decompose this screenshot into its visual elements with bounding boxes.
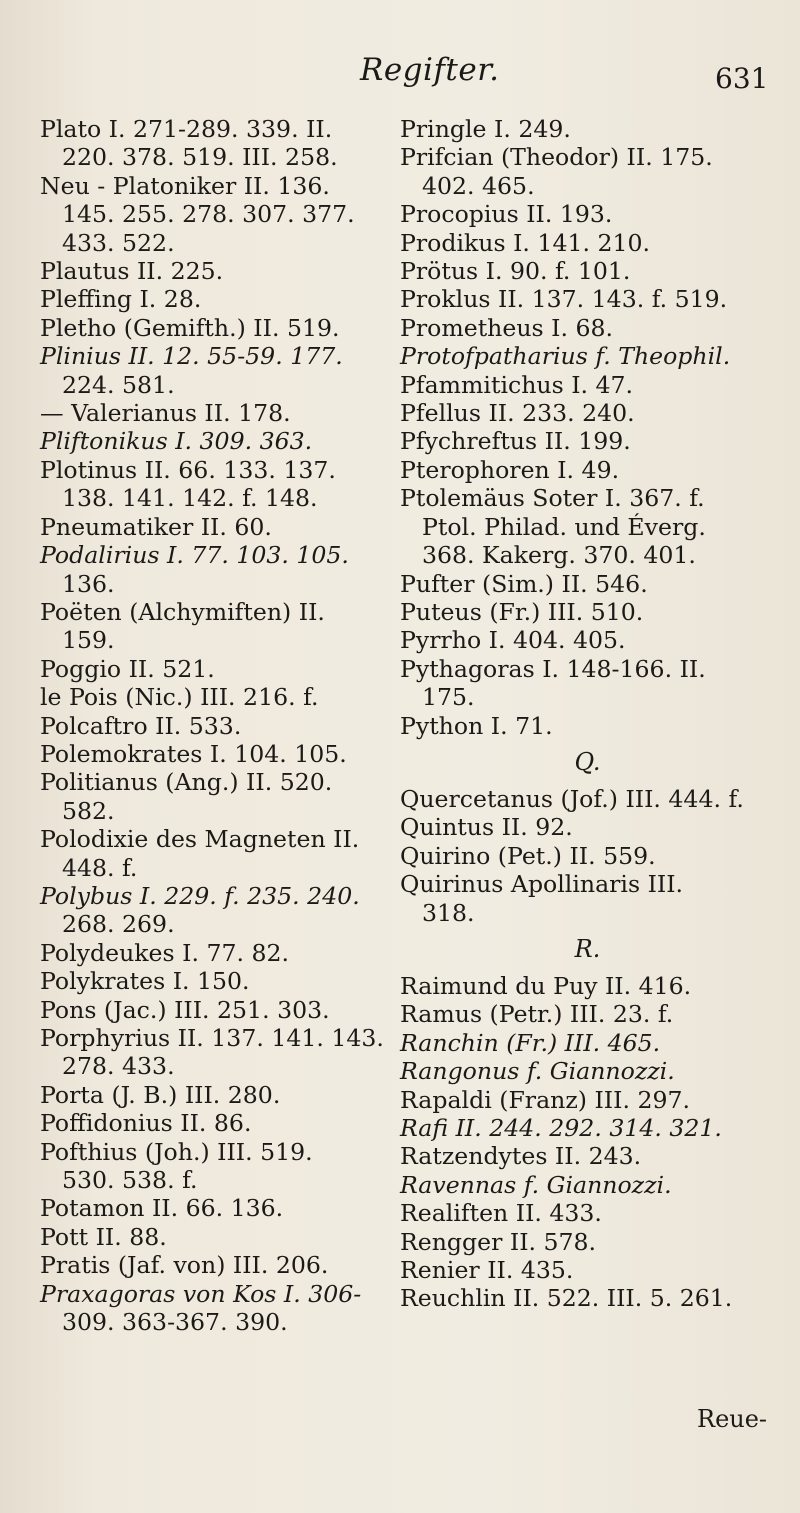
index-entry: Pfellus II. 233. 240. (400, 399, 635, 428)
index-entry: Ramus (Petr.) III. 23. f. (400, 1000, 674, 1029)
index-entry: Protofpatharius f. Theophil. (400, 342, 731, 371)
index-entry: Rafi II. 244. 292. 314. 321. (400, 1114, 722, 1142)
index-entry: le Pois (Nic.) III. 216. f. (40, 683, 319, 712)
index-entry: Politianus (Ang.) II. 520. (40, 768, 333, 797)
index-entry: 309. 363-367. 390. (62, 1308, 288, 1337)
index-entry: Polemokrates I. 104. 105. (40, 739, 347, 768)
index-column-right (400, 115, 775, 1313)
index-entry: Pratis (Jaf. von) III. 206. (40, 1251, 329, 1280)
index-entry: 159. (62, 626, 115, 655)
running-head: Regifter. (360, 52, 500, 88)
index-entry: 582. (62, 796, 115, 825)
index-entry: Ptol. Philad. und Éverg. (422, 512, 706, 541)
index-entry: 136. (62, 569, 115, 598)
index-entry: Raimund du Puy II. 416. (400, 971, 692, 1000)
index-entry: 318. (422, 898, 475, 927)
index-entry: Ranchin (Fr.) III. 465. (400, 1028, 661, 1057)
index-entry: 224. 581. (62, 370, 175, 399)
index-entry: Rengger II. 578. (400, 1227, 597, 1256)
index-entry: Prodikus I. 141. 210. (400, 228, 650, 257)
index-entry: Polybus I. 229. f. 235. 240. (40, 881, 360, 910)
index-entry: Polykrates I. 150. (40, 967, 250, 996)
index-entry: 402. 465. (422, 171, 535, 200)
index-entry: Pofthius (Joh.) III. 519. (40, 1137, 313, 1166)
index-entry: Quirinus Apollinaris III. (400, 870, 684, 899)
index-entry: Rangonus f. Giannozzi. (400, 1057, 675, 1086)
index-entry: Prötus I. 90. f. 101. (400, 257, 631, 286)
index-entry: Podalirius I. 77. 103. 105. (40, 541, 349, 570)
index-entry: Polydeukes I. 77. 82. (40, 938, 289, 967)
index-entry: Poffidonius II. 86. (40, 1109, 252, 1138)
index-entry: Proklus II. 137. 143. f. 519. (400, 285, 728, 314)
index-entry: Plinius II. 12. 55-59. 177. (40, 342, 343, 371)
index-entry: Prometheus I. 68. (400, 313, 613, 342)
index-entry: Polcaftro II. 533. (40, 711, 242, 740)
index-column-left (40, 115, 395, 1336)
index-entry: Prifcian (Theodor) II. 175. (400, 143, 713, 172)
index-entry: Reuchlin II. 522. III. 5. 261. (400, 1284, 733, 1313)
index-entry: Quintus II. 92. (400, 813, 573, 842)
index-entry: Quirino (Pet.) II. 559. (400, 841, 656, 870)
index-entry: Poëten (Alchymiften) II. (40, 597, 325, 626)
index-entry: Pliftonikus I. 309. 363. (40, 427, 313, 456)
index-entry: 448. f. (62, 853, 138, 882)
index-entry: Porphyrius II. 137. 141. 143. (40, 1024, 384, 1052)
page-number: 631 (715, 62, 769, 95)
catchword: Reue- (697, 1405, 768, 1433)
index-entry: Renier II. 435. (400, 1256, 574, 1285)
index-entry: Pufter (Sim.) II. 546. (400, 569, 648, 598)
index-entry: Pleffing I. 28. (40, 285, 202, 314)
section-letter-q: Q. (574, 747, 601, 776)
index-entry: Puteus (Fr.) III. 510. (400, 597, 644, 626)
index-entry: 433. 522. (62, 228, 175, 257)
index-entry: Plotinus II. 66. 133. 137. (40, 455, 336, 484)
index-entry: Pfychreftus II. 199. (400, 427, 631, 456)
index-entry: — Valerianus II. 178. (40, 399, 291, 428)
index-entry: Ptolemäus Soter I. 367. f. (400, 484, 705, 513)
index-entry: Ravennas f. Giannozzi. (400, 1170, 672, 1199)
index-entry: Pletho (Gemifth.) II. 519. (40, 313, 340, 342)
index-entry: Polodixie des Magneten II. (40, 825, 360, 854)
index-entry: Quercetanus (Jof.) III. 444. f. (400, 784, 744, 813)
index-entry: Pterophoren I. 49. (400, 455, 620, 484)
index-entry: Plautus II. 225. (40, 257, 224, 286)
index-entry: Poggio II. 521. (40, 654, 215, 683)
index-entry: Pott II. 88. (40, 1222, 167, 1251)
index-entry: Praxagoras von Kos I. 306- (40, 1279, 362, 1308)
index-entry: Plato I. 271-289. 339. II. (40, 115, 333, 143)
index-entry: 220. 378. 519. III. 258. (62, 143, 338, 172)
index-entry: 268. 269. (62, 910, 175, 939)
index-entry: Pringle I. 249. (400, 115, 571, 143)
index-entry: Ratzendytes II. 243. (400, 1142, 642, 1171)
index-entry: Pfammitichus I. 47. (400, 370, 634, 399)
index-entry: 145. 255. 278. 307. 377. (62, 200, 355, 229)
index-entry: Pyrrho I. 404. 405. (400, 626, 626, 655)
index-entry: Realiften II. 433. (400, 1199, 602, 1228)
index-entry: Pythagoras I. 148-166. II. (400, 654, 706, 683)
index-entry: 175. (422, 683, 475, 712)
index-entry: 138. 141. 142. f. 148. (62, 484, 318, 513)
section-letter-r: R. (574, 934, 601, 963)
index-entry: Python I. 71. (400, 711, 553, 740)
index-entry: Rapaldi (Franz) III. 297. (400, 1085, 690, 1114)
index-entry: 278. 433. (62, 1052, 175, 1081)
index-entry: Porta (J. B.) III. 280. (40, 1080, 281, 1109)
index-entry: Pneumatiker II. 60. (40, 512, 272, 541)
index-entry: Neu - Platoniker II. 136. (40, 171, 330, 200)
index-entry: Potamon II. 66. 136. (40, 1194, 284, 1223)
index-entry: 530. 538. f. (62, 1166, 198, 1195)
index-entry: Pons (Jac.) III. 251. 303. (40, 995, 330, 1024)
index-entry: 368. Kakerg. 370. 401. (422, 541, 696, 570)
index-entry: Procopius II. 193. (400, 200, 613, 229)
